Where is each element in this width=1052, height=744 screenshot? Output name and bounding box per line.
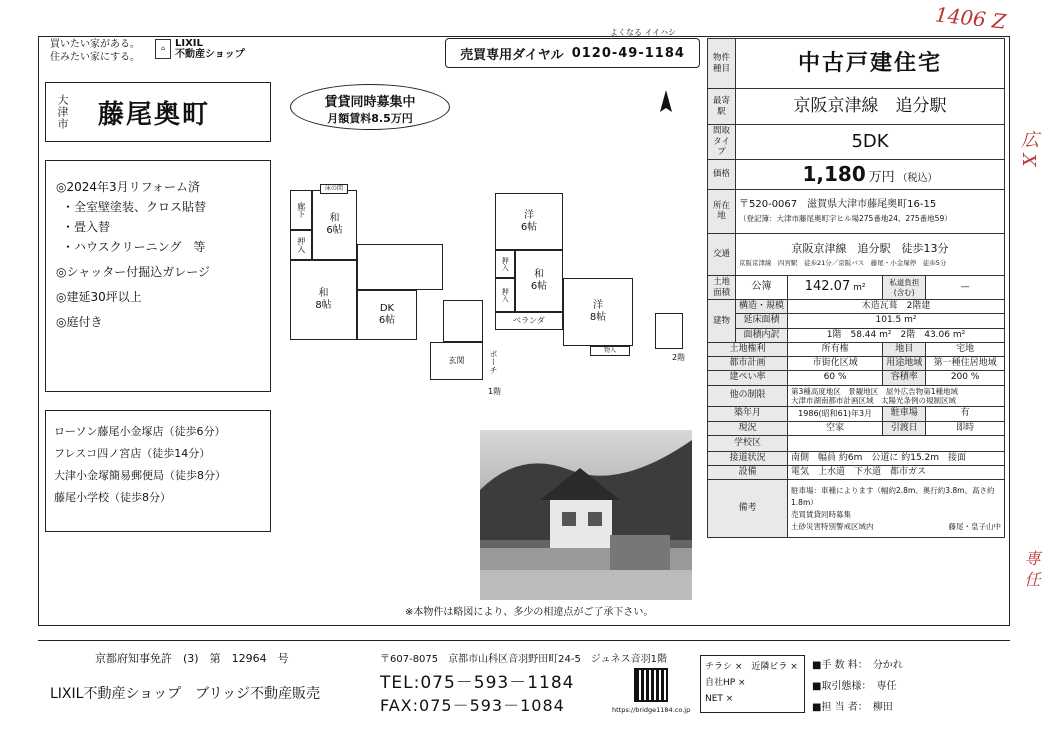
built-value: 1986(昭和61)年3月 — [788, 407, 883, 421]
location-pref: 大津市 — [56, 94, 69, 130]
traffic-label: 交通 — [708, 233, 736, 275]
dial-subtext: よくなる イイハシ — [610, 28, 676, 37]
struct-label: 構造・規模 — [736, 300, 788, 314]
terms-box — [812, 655, 1002, 718]
staff-label: ■担 当 者： — [812, 702, 863, 713]
contract-value: 専任 — [876, 681, 897, 692]
breakdown-label: 面積内訳 — [736, 328, 788, 342]
handwritten-number: 1406 Z — [933, 2, 1008, 34]
floor-area-label: 延床面積 — [736, 314, 788, 328]
status-label: 現況 — [708, 421, 788, 435]
floor-label-1f: 1階 — [488, 387, 502, 396]
media-box — [700, 655, 805, 713]
nearby-item: フレスコ四ノ宮店（徒歩14分） — [54, 447, 211, 460]
handwritten-mark-2: 専 任 — [1022, 550, 1041, 588]
layout-value: 5DK — [736, 125, 1005, 160]
property-photo — [480, 430, 692, 600]
location-town: 藤尾奥町 — [98, 99, 211, 130]
logo-icon: ⌂ — [155, 39, 171, 59]
private-road-value: — — [926, 275, 1005, 299]
city-value: 市街化区域 — [788, 357, 883, 371]
right-value: 所有権 — [788, 342, 883, 356]
company-name: LIXIL不動産ショップ ブリッジ不動産販売 — [50, 686, 321, 702]
feature-item: ・全室壁塗装、クロス貼替 — [62, 200, 207, 214]
nearby-item: 大津小金塚簡易郵便局（徒歩8分） — [54, 469, 226, 482]
nearby-item: ローソン藤尾小金塚店（徒歩6分） — [54, 425, 226, 438]
traffic-cell — [736, 233, 1005, 275]
remarks-2: 売買賃貸同時募集 — [791, 509, 852, 519]
room-washitsu-6: 和 6帖 — [312, 190, 357, 260]
facility-value: 電気 上水道 下水道 都市ガス — [788, 466, 1005, 480]
remarks-label: 備考 — [708, 480, 788, 538]
land-label: 土地面積 — [708, 275, 736, 299]
school-value — [788, 435, 1005, 451]
room-oshiire-2f-2: 押入 — [495, 278, 515, 312]
built-label: 築年月 — [708, 407, 788, 421]
tagline-1: 買いたい家がある。 — [50, 39, 140, 50]
price-label: 価格 — [708, 159, 736, 189]
room-oshiire-2f-1: 押入 — [495, 250, 515, 278]
tagline-2: 住みたい家にする。 — [50, 52, 140, 63]
room-rouka: 廊下 — [290, 190, 312, 230]
rental-badge — [290, 84, 450, 130]
feature-item: ◎建延30坪以上 — [56, 290, 142, 304]
land-value: 142.07 — [804, 279, 851, 295]
traffic-note: 京阪京津線 四宮駅 徒歩21分／京阪バス 藤尾・小金塚停 徒歩5分 — [739, 258, 947, 267]
sales-dial-box — [445, 38, 700, 68]
station-label: 最寄駅 — [708, 89, 736, 125]
addr-label: 所在地 — [708, 189, 736, 233]
rental-title: 賃貸同時募集中 — [324, 95, 416, 110]
room-closet: 物入 — [590, 346, 630, 356]
room-stairs-2f — [655, 313, 683, 349]
road-label: 接道状況 — [708, 451, 788, 465]
media-line-1: チラシ × 近隣ビラ × — [705, 662, 798, 672]
addr-note: （登記簿：大津市藤尾奥町字ヒル場275番地24、275番地59） — [739, 214, 952, 224]
contract-label: ■取引態様： — [812, 681, 867, 692]
building-label: 建物 — [708, 300, 736, 343]
price-tax: （税込） — [897, 172, 938, 184]
bcr-label: 建ぺい率 — [708, 371, 788, 385]
handover-value: 即時 — [926, 421, 1005, 435]
room-you-8: 洋 8帖 — [563, 278, 633, 346]
price-unit: 万円 — [868, 169, 895, 185]
room-oshiire: 押入 — [290, 230, 312, 260]
room-washitsu-6-2f: 和 6帖 — [515, 250, 563, 312]
room-tokonoma: 床の間 — [320, 184, 348, 194]
location-box — [45, 82, 271, 142]
limits-1: 第3種高度地区 景観地区 屋外広告物第1種地域 — [791, 386, 959, 396]
license-text: 京都府知事免許 (3) 第 12964 号 — [95, 652, 289, 665]
spec-panel — [707, 38, 1005, 623]
website-url: https://bridge1184.co.jp — [612, 706, 691, 714]
far-value: 200 % — [926, 371, 1005, 385]
features-box — [45, 160, 271, 392]
remarks-3b: 藤尾・皇子山中 — [948, 521, 1001, 531]
station-value: 京阪京津線 追分駅 — [736, 89, 1005, 125]
porch-label: ポーチ — [489, 350, 498, 374]
private-road-label: 私道負担(含む) — [883, 275, 926, 299]
limits-cell — [788, 385, 1005, 407]
remarks-cell — [788, 480, 1005, 538]
city-label: 都市計画 — [708, 357, 788, 371]
company-address: 〒607-8075 京都市山科区音羽野田町24-5 ジュネス音羽1階 — [380, 654, 668, 665]
media-line-2: 自社HP × — [705, 678, 746, 689]
feature-item: ◎庭付き — [56, 315, 103, 329]
room-stairs-1f — [443, 300, 483, 342]
land-unit: m² — [853, 283, 866, 294]
facility-label: 設備 — [708, 466, 788, 480]
limits-label: 他の制限 — [708, 385, 788, 407]
room-wet-area — [357, 244, 443, 290]
chimoku-label: 地目 — [883, 342, 926, 356]
feature-item: ・畳入替 — [62, 220, 111, 234]
far-label: 容積率 — [883, 371, 926, 385]
parking-value: 有 — [926, 407, 1005, 421]
parking-label: 駐車場 — [883, 407, 926, 421]
nearby-item: 藤尾小学校（徒歩8分） — [54, 491, 171, 504]
feature-item: ◎シャッター付掘込ガレージ — [56, 265, 210, 279]
price-value: 1,180 — [802, 161, 866, 186]
nearby-box — [45, 410, 271, 532]
fax-number: FAX:075－593－1084 — [380, 696, 565, 715]
traffic-value: 京阪京津線 追分駅 徒歩13分 — [791, 241, 949, 255]
floor-area-value: 101.5 m² — [788, 314, 1005, 328]
brand-tagline — [50, 38, 140, 64]
fee-value: 分かれ — [872, 660, 903, 671]
breakdown-value: 1階 58.44 m² 2階 43.06 m² — [788, 328, 1005, 342]
footer-divider — [38, 640, 1010, 641]
room-dk: DK 6帖 — [357, 290, 417, 340]
handover-label: 引渡日 — [883, 421, 926, 435]
layout-label: 間取タイプ — [708, 125, 736, 160]
right-label: 土地権利 — [708, 342, 788, 356]
bcr-value: 60 % — [788, 371, 883, 385]
qr-code-icon — [634, 668, 668, 702]
limits-2: 大津市湖南都市計画区域 太陽光条例の規制区域 — [791, 396, 957, 405]
type-label: 物件種目 — [708, 39, 736, 89]
logo-text-1: LIXIL — [175, 38, 203, 49]
fee-label: ■手 数 料： — [812, 660, 863, 671]
price-cell — [736, 159, 1005, 189]
remarks-1: 駐車場：車種によります（幅約2.8m、奥行約3.8m、高さ約1.8m） — [791, 485, 995, 507]
room-genkan: 玄関 — [430, 342, 483, 380]
staff-value: 柳田 — [872, 702, 893, 713]
tel-number: TEL:075－593－1184 — [380, 673, 575, 693]
brand-logo — [155, 38, 245, 60]
room-washitsu-8: 和 8帖 — [290, 260, 357, 340]
type-value: 中古戸建住宅 — [736, 39, 1005, 89]
remarks-3: 土砂災害特別警戒区域内 — [791, 521, 874, 531]
spec-table — [707, 38, 1005, 538]
logo-text-2: 不動産ショップ — [175, 49, 245, 60]
feature-item: ・ハウスクリーニング 等 — [62, 240, 206, 254]
school-label: 学校区 — [708, 435, 788, 451]
compass-n-label: N — [658, 90, 665, 100]
feature-item: ◎2024年3月リフォーム済 — [56, 180, 201, 194]
room-veranda: ベランダ — [495, 312, 563, 330]
zone-value: 第一種住居地域 — [926, 357, 1005, 371]
land-cell — [788, 275, 883, 299]
room-you-6: 洋 6帖 — [495, 193, 563, 250]
rental-rent: 月額賃料8.5万円 — [327, 112, 413, 125]
addr-value: 〒520-0067 滋賀県大津市藤尾奥町16-15 — [739, 198, 937, 210]
land-kind: 公簿 — [736, 275, 788, 299]
status-value: 空家 — [788, 421, 883, 435]
road-value: 南側 幅員 約6m 公道に 約15.2m 接面 — [788, 451, 1005, 465]
addr-cell — [736, 189, 1005, 233]
struct-value: 木造瓦葺 2階建 — [788, 300, 1005, 314]
handwritten-mark-1: 広 X — [1018, 130, 1039, 167]
disclaimer: ※本物件は略図により、多少の相違点がご了承下さい。 — [405, 607, 654, 618]
media-line-3: NET × — [705, 694, 734, 705]
dial-number: 0120-49-1184 — [571, 45, 685, 61]
dial-label: 売買専用ダイヤル — [460, 47, 564, 63]
zone-label: 用途地域 — [883, 357, 926, 371]
floor-label-2f: 2階 — [672, 353, 686, 362]
chimoku-value: 宅地 — [926, 342, 1005, 356]
